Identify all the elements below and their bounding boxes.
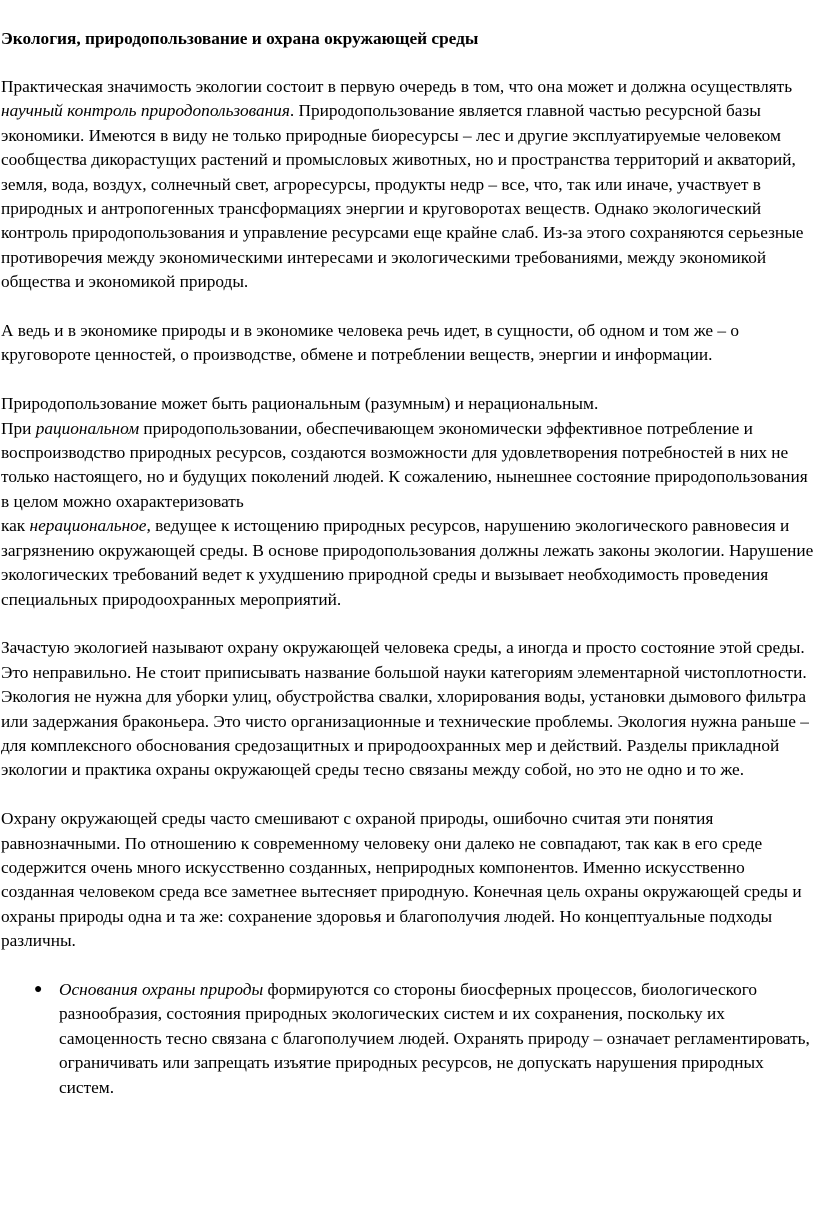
p3-end: ведущее к истощению природных ресурсов, нарушению экологического равновесия и загрязнению окружающей среды. В основе природопользования должны лежать законы экологии. Нарушение экологических требований ведет к ухудшению природной среды и вызывает необходимость проведения специальных природоохранных мероприятий.: [1, 516, 814, 609]
p1-text-after: . Природопользование является главной частью ресурсной базы экономики. Имеются в виду не только природные биоресурсы – лес и другие эксплуатируемые человеком сообщества дикорастущих растений и промысловых животных, но и пространства территорий и акваторий, земля, вода, воздух, солнечный свет, агроресурсы, продукты недр – все, что, так или иначе, участвует в природных и антропогенных трансформациях энергии и круговоротах веществ. Однако экологический: [1, 101, 796, 219]
paragraph-1: [1, 75, 816, 295]
paragraph-5: Охрану окружающей среды часто смешивают с охраной природы, ошибочно считая эти понятия равнозначными. По отношению к современному человеку они далеко не совпадают, так как в его среде содержится очень много искусственно созданных, неприродных компонентов. Именно искусственно созданная человеком среда все заметнее вытесняет природную. Конечная цель охраны окружающей среды и охраны природы одна и та же: сохранение здоровья и благополучия людей. Но концептуальные подходы различны.: [1, 809, 802, 951]
p3-pre-2: как: [1, 516, 30, 536]
bullet-list: [1, 978, 816, 1100]
p1-text-before: Практическая значимость экологии состоит в первую очередь в том, что она может и должна осуществлять: [1, 77, 793, 96]
list-item-text: формируются со стороны биосферных процессов, биологического разнообразия, состояния природных экологических систем и их сохранения, поскольку их самоценность тесно связана с благополучием людей. Охранять природу – означает регламентировать, ограничивать или запрещать изъятие природных ресурсов, не допускать нарушения природных систем.: [59, 979, 810, 1097]
p1-text-end: контроль природопользования и управление ресурсами еще крайне слаб. Из-за этого сохраняются серьезные противоречия между экономическими интересами и экологическими требованиями, между экономикой общества и экономикой природы.: [1, 223, 804, 292]
p3-mid: природопользовании, обеспечивающем экономически эффективное потребление и воспроизводство природных ресурсов, создаются возможности для удовлетворения потребностей в них не только настоящего, но и будущих поколений людей. К сожалению, нынешнее состояние природопользования в целом можно охарактеризовать: [1, 418, 808, 511]
paragraph-3: [1, 392, 816, 612]
p1-emphasis: научный контроль природопользования: [1, 101, 290, 121]
p3-emphasis-1: рациональном: [35, 418, 140, 438]
bullet-icon: ●: [34, 981, 43, 997]
paragraph-4: Зачастую экологией называют охрану окружающей человека среды, а иногда и просто состояние этой среды. Это неправильно. Не стоит приписывать название большой науки категориям элементарной чистоплотности. Экология не нужна для уборки улиц, обустройства свалки, хлорирования воды, установки дымового фильтра или задержания браконьера. Это чисто организационные и технические проблемы. Экология нужна раньше – для комплексного обоснования средозащитных и природоохранных мер и действий. Разделы прикладной экологии и практика охраны окружающей среды тесно связаны между собой, но это не одно и то же.: [1, 638, 809, 780]
list-item-emphasis: Основания охраны природы: [59, 979, 264, 999]
document-title: Экология, природопользование и охрана окружающей среды: [1, 29, 479, 48]
paragraph-2: А ведь и в экономике природы и в экономике человека речь идет, в сущности, об одном и том же – о круговороте ценностей, о производстве, обмене и потреблении веществ, энергии и информации.: [1, 321, 740, 365]
p3-line-1: Природопользование может быть рациональным (разумным) и нерациональным.: [1, 394, 599, 414]
p3-pre: При: [1, 418, 36, 438]
list-item: [34, 978, 816, 1100]
p3-emphasis-2: нерациональное,: [29, 516, 151, 536]
